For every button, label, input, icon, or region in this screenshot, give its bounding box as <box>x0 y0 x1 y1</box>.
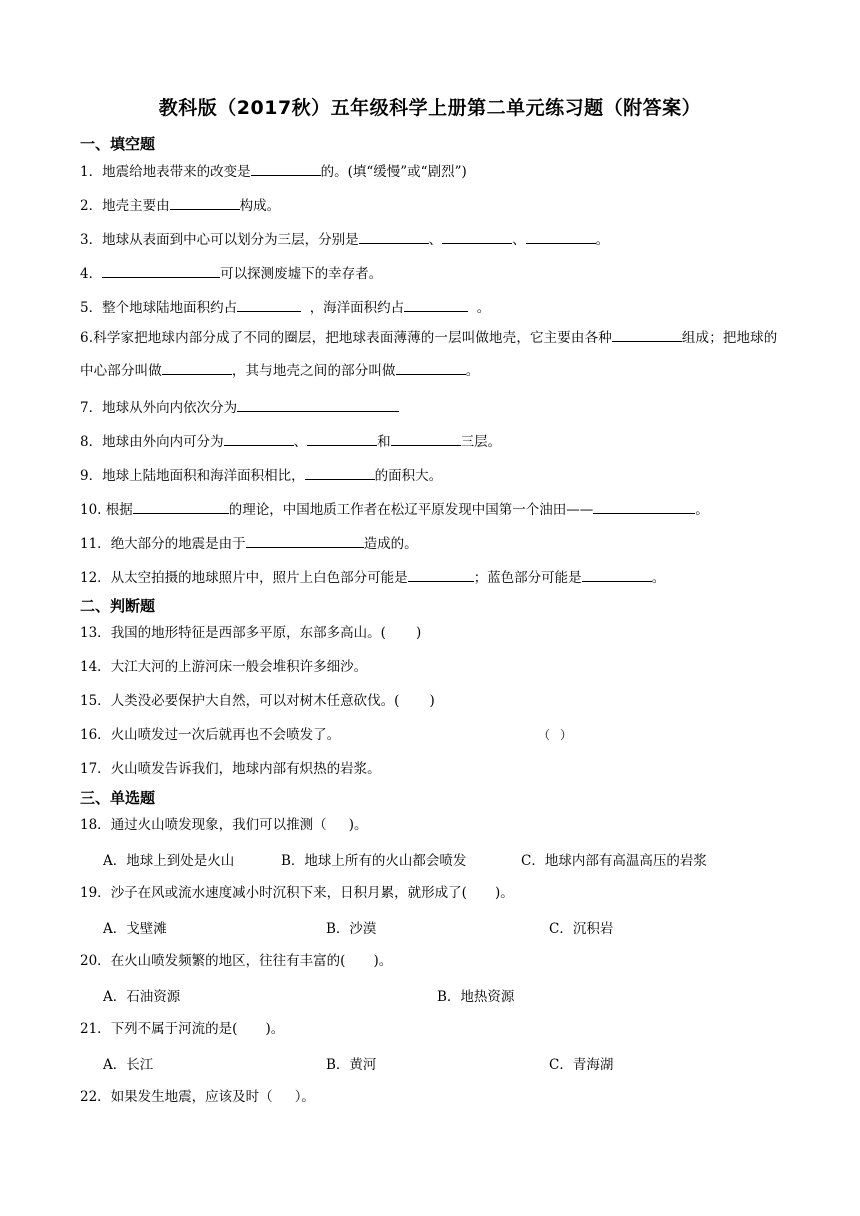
question-2 <box>80 195 280 216</box>
question-6 <box>80 322 780 388</box>
question-8 <box>80 431 501 452</box>
option-a[interactable]: A．戈壁滩 <box>103 921 167 937</box>
question-number: 12． <box>80 570 111 586</box>
question-text: 地震给地表带来的改变是 <box>102 164 251 180</box>
question-text: ) <box>415 625 422 641</box>
question-15 <box>80 691 435 711</box>
question-number: 8． <box>80 434 103 450</box>
option-c[interactable]: C．青海湖 <box>549 1057 614 1073</box>
question-number: 6. <box>80 330 94 346</box>
question-text: )。 <box>265 1021 285 1037</box>
answer-blank[interactable] <box>237 297 301 312</box>
answer-blank[interactable] <box>396 360 466 375</box>
question-text: 可以探测废墟下的幸存者。 <box>220 266 383 282</box>
option-b[interactable]: B．沙漠 <box>326 921 377 937</box>
option-b[interactable]: B．地热资源 <box>437 989 515 1005</box>
question-text: ，海洋面积约占 <box>309 300 405 316</box>
question-text: )。 <box>348 817 368 833</box>
option-c[interactable]: C．地球内部有高温高压的岩浆 <box>521 853 707 869</box>
question-number: 9． <box>80 468 103 484</box>
question-text: ；蓝色部分可能是 <box>473 570 582 586</box>
question-number: 14． <box>80 659 111 675</box>
question-text: 地球从表面到中心可以划分为三层，分别是 <box>102 232 359 248</box>
question-number: 13． <box>80 625 111 641</box>
question-number: 5． <box>80 300 103 316</box>
answer-blank[interactable] <box>170 195 240 210</box>
question-text: 组成；把地球的中心部分叫做 <box>80 330 778 379</box>
question-text: )。 <box>494 885 514 901</box>
page-title: 教科版（2017秋）五年级科学上册第二单元练习题（附答案） <box>158 97 702 119</box>
question-number: 10. <box>80 502 102 518</box>
question-19 <box>80 883 514 903</box>
question-number: 11． <box>80 536 111 552</box>
question-text: 人类没必要保护大自然，可以对树木任意砍伐。( <box>110 693 400 709</box>
separator: 和 <box>377 434 391 450</box>
question-18 <box>80 815 367 835</box>
question-number: 2． <box>80 198 103 214</box>
question-text: 的。(填“缓慢”或“剧烈”) <box>320 164 467 180</box>
question-text: ，其与地壳之间的部分叫做 <box>231 363 396 379</box>
option-a[interactable]: A．地球上到处是火山 <box>103 853 235 869</box>
question-text: 从太空拍摄的地球照片中，照片上白色部分可能是 <box>110 570 408 586</box>
question-text: 地球从外向内依次分为 <box>102 400 238 416</box>
question-number: 18． <box>80 817 111 833</box>
question-1 <box>80 161 467 182</box>
separator: 、 <box>428 232 443 248</box>
question-text: 火山喷发告诉我们，地球内部有炽热的岩浆。 <box>110 761 381 777</box>
question-text: 。 <box>476 300 491 316</box>
question-text: 。 <box>695 502 709 518</box>
section-heading-single: 三、单选题 <box>80 789 156 807</box>
question-4 <box>80 263 382 284</box>
question-text: 的理论，中国地质工作者在松辽平原发现中国第一个油田—— <box>228 502 594 518</box>
question-number: 4． <box>80 266 103 282</box>
answer-blank[interactable] <box>246 533 364 548</box>
option-a[interactable]: A．长江 <box>103 1057 154 1073</box>
question-number: 1． <box>80 164 103 180</box>
answer-blank[interactable] <box>408 567 474 582</box>
question-14 <box>80 657 367 677</box>
question-11 <box>80 533 418 554</box>
question-number: 3． <box>80 232 103 248</box>
question-22 <box>80 1087 315 1107</box>
answer-blank[interactable] <box>359 229 429 244</box>
answer-blank[interactable] <box>404 297 468 312</box>
question-number: 7． <box>80 400 103 416</box>
option-b[interactable]: B．黄河 <box>326 1057 377 1073</box>
answer-blank[interactable] <box>102 263 220 278</box>
option-b[interactable]: B．地球上所有的火山都会喷发 <box>281 853 467 869</box>
question-number: 19． <box>80 885 111 901</box>
question-text: ) <box>429 693 435 709</box>
question-number: 15． <box>80 693 111 709</box>
answer-blank[interactable] <box>442 229 512 244</box>
answer-blank[interactable] <box>133 499 229 514</box>
question-number: 21． <box>80 1021 111 1037</box>
question-text: 科学家把地球内部分成了不同的圈层，把地球表面薄薄的一层叫做地壳，它主要由各种 <box>93 330 612 346</box>
question-text: 沙子在风或流水速度减小时沉积下来，日积月累，就形成了( <box>110 885 467 901</box>
question-10 <box>80 499 709 520</box>
answer-blank[interactable] <box>391 431 461 446</box>
question-text: 大江大河的上游河床一般会堆积许多细沙。 <box>110 659 368 675</box>
question-text: 。 <box>595 232 610 248</box>
question-text: 三层。 <box>460 434 502 450</box>
separator: 、 <box>293 434 308 450</box>
question-text: 火山喷发过一次后就再也不会喷发了。 <box>110 727 341 743</box>
option-c[interactable]: C．沉积岩 <box>549 921 614 937</box>
question-text: 的面积大。 <box>374 468 443 484</box>
question-12 <box>80 567 665 588</box>
answer-blank[interactable] <box>224 431 294 446</box>
question-number: 16． <box>80 727 111 743</box>
question-text: 如果发生地震，应该及时（ <box>110 1089 273 1105</box>
answer-blank[interactable] <box>526 229 596 244</box>
option-a[interactable]: A．石油资源 <box>103 989 181 1005</box>
question-text: 根据 <box>105 502 133 518</box>
separator: 、 <box>512 232 526 248</box>
question-text: 构成。 <box>239 198 281 214</box>
question-text: 通过火山喷发现象，我们可以推测（ <box>110 817 327 833</box>
question-16 <box>80 725 780 745</box>
question-number: 17． <box>80 761 111 777</box>
question-text: 整个地球陆地面积约占 <box>102 300 238 316</box>
paren-open: （ <box>538 728 551 742</box>
answer-blank[interactable] <box>162 360 232 375</box>
question-20 <box>80 951 392 971</box>
answer-blank[interactable] <box>305 465 375 480</box>
question-number: 20． <box>80 953 111 969</box>
question-21 <box>80 1019 284 1039</box>
section-heading-fill: 一、填空题 <box>80 135 156 153</box>
question-text: 绝大部分的地震是由于 <box>110 536 246 552</box>
question-text: )。 <box>373 953 393 969</box>
question-text: 我国的地形特征是西部多平原，东部多高山。( <box>110 625 386 641</box>
question-13 <box>80 623 421 643</box>
answer-blank[interactable] <box>307 431 377 446</box>
answer-parentheses[interactable] <box>538 725 572 745</box>
question-text: 。 <box>651 570 666 586</box>
question-text: ）。 <box>294 1089 315 1105</box>
answer-blank[interactable] <box>593 499 695 514</box>
question-number: 22． <box>80 1089 111 1105</box>
question-9 <box>80 465 442 486</box>
question-3 <box>80 229 609 250</box>
question-7 <box>80 397 399 418</box>
question-text: 在火山喷发频繁的地区，往往有丰富的( <box>110 953 346 969</box>
answer-blank[interactable] <box>251 161 321 176</box>
question-text: 地球由外向内可分为 <box>102 434 224 450</box>
answer-blank[interactable] <box>237 397 399 412</box>
question-17 <box>80 759 381 779</box>
question-text: 。 <box>465 363 480 379</box>
question-text: 造成的。 <box>363 536 418 552</box>
question-text: 地壳主要由 <box>102 198 170 214</box>
section-heading-judge: 二、判断题 <box>80 597 156 615</box>
answer-blank[interactable] <box>612 327 682 342</box>
question-text: 下列不属于河流的是( <box>110 1021 238 1037</box>
paren-close: ） <box>560 728 573 742</box>
question-text: 地球上陆地面积和海洋面积相比， <box>102 468 305 484</box>
question-5 <box>80 297 490 318</box>
answer-blank[interactable] <box>582 567 652 582</box>
